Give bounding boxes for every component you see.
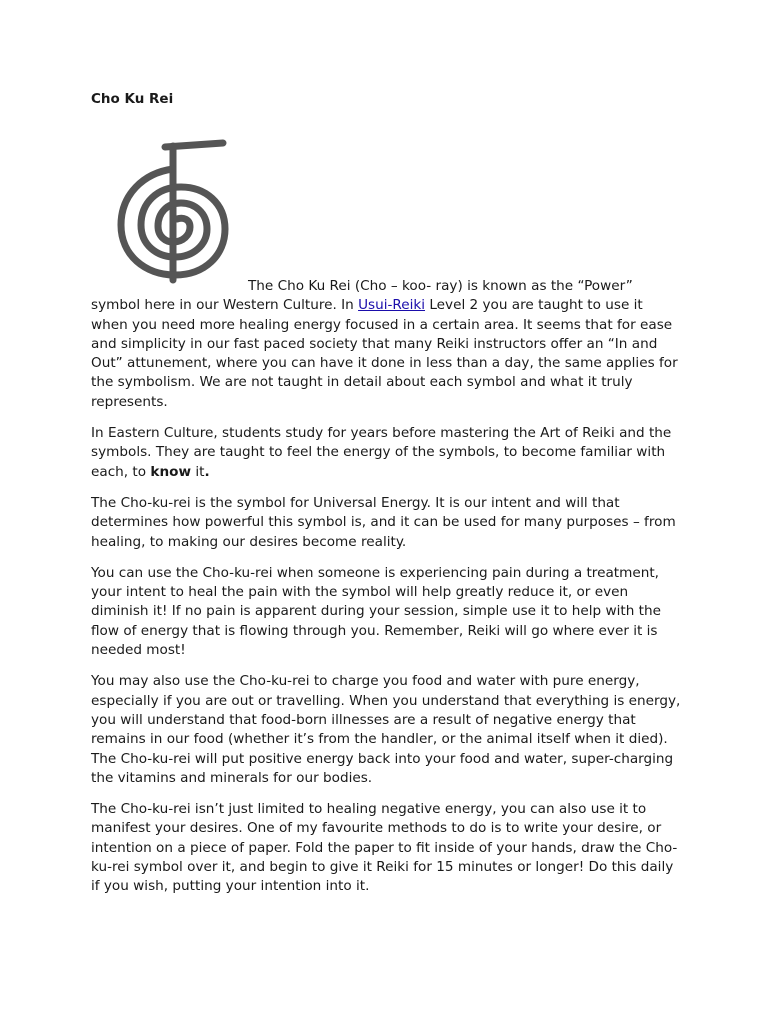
paragraph-5: You may also use the Cho-ku-rei to charge you food and water with pure energy, especially if you are out or travelling. When you understand that everything is energy, you will understand that food-born illnesses are a result of negative energy that remains in our food (whether it’s from the handler, or the animal itself when it died). The Cho-ku-rei will put positive energy back into your food and water, super-charging the vitamins and minerals for our bodies. (91, 673, 681, 786)
cho-ku-rei-symbol-icon (113, 137, 231, 285)
paragraph-2-bold-period: . (204, 463, 210, 480)
document-body (91, 277, 683, 909)
paragraph-1 (91, 277, 683, 412)
paragraph-2-text-b: it (191, 463, 205, 480)
paragraph-6: The Cho-ku-rei isn’t just limited to healing negative energy, you can also use it to manifest your desires. One of my favourite methods to do is to write your desire, or intention on a piece of paper. Fold the paper to fit inside of your hands, draw the Cho-ku-rei symbol over it, and begin to give it Reiki for 15 minutes or longer! Do this daily if you wish, putting your intention into it. (91, 801, 678, 895)
paragraph-2 (91, 424, 683, 482)
paragraph-1-text-b: Level 2 you are taught to use it when you need more healing energy focused in a certain area. It seems that for ease and simplicity in our fast paced society that many Reiki instructors offer an “In and Out” attunement, where you can have it done in less than a day, the same applies for the symbolism. We are not taught in detail about each symbol and what it truly represents. (91, 297, 678, 410)
paragraph-1-text-a: The Cho Ku Rei (Cho – koo- ray) is known as the “Power” symbol here in our Western Culture. In (91, 278, 633, 314)
usui-reiki-link[interactable]: Usui-Reiki (358, 297, 426, 314)
document-title: Cho Ku Rei (91, 91, 174, 107)
paragraph-3: The Cho-ku-rei is the symbol for Universal Energy. It is our intent and will that determines how powerful this symbol is, and it can be used for many purposes – from healing, to making our desires become reality. (91, 494, 676, 550)
paragraph-2-bold-know: know (150, 463, 192, 480)
paragraph-2-text-a: In Eastern Culture, students study for years before mastering the Art of Reiki and the symbols. They are taught to feel the energy of the symbols, to become familiar with each, to (91, 425, 672, 480)
paragraph-4: You can use the Cho-ku-rei when someone is experiencing pain during a treatment, your intent to heal the pain with the symbol will help greatly reduce it, or even diminish it! If no pain is apparent during your session, simple use it to help with the flow of energy that is flowing through you. Remember, Reiki will go where ever it is needed most! (91, 564, 661, 659)
